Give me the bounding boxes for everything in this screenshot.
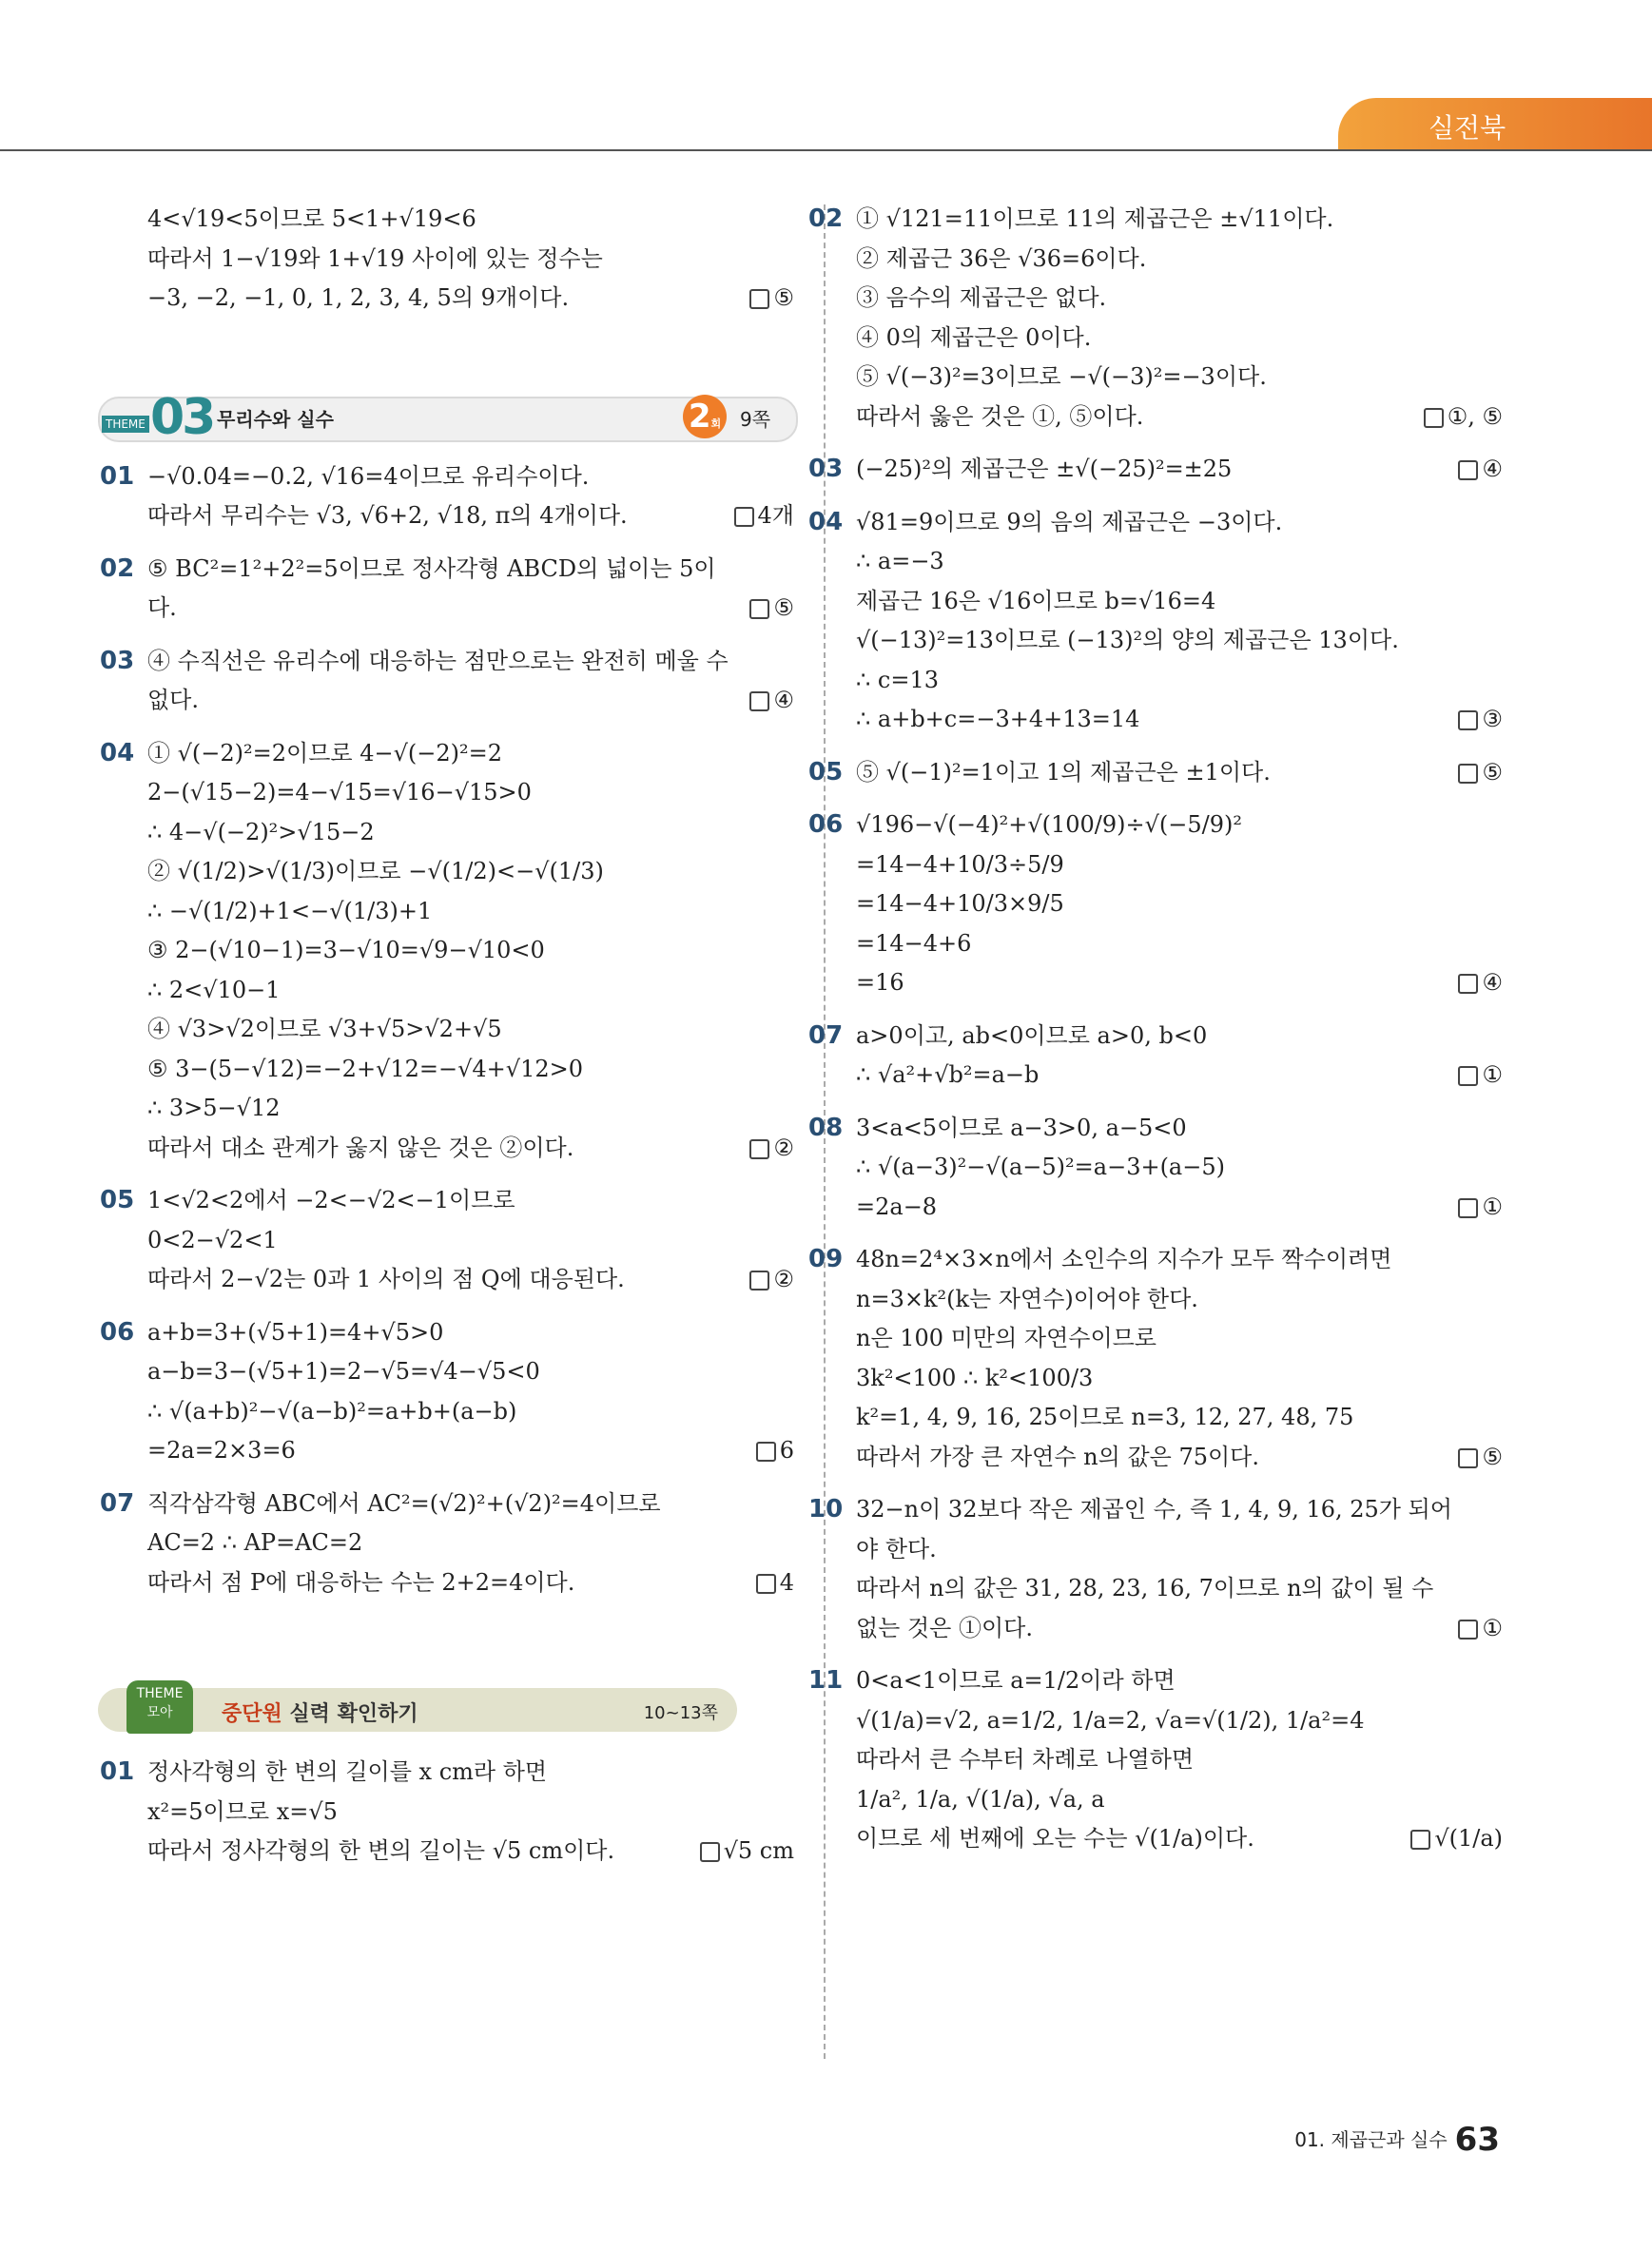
right-column [808, 200, 1503, 1873]
solution-line [856, 1280, 1503, 1320]
spacer [856, 1227, 1503, 1240]
answer-icon [749, 289, 769, 309]
solution-text: 48n=2⁴×3×n에서 소인수의 지수가 모두 짝수이려면 [856, 1246, 1392, 1272]
solution-line [856, 1530, 1503, 1570]
solution-line [100, 734, 794, 774]
answer-icon [756, 1574, 776, 1594]
solution-line [147, 892, 794, 932]
answer-text: ① [1482, 1614, 1503, 1641]
problem-07 [100, 1484, 794, 1603]
solution-text: −3, −2, −1, 0, 1, 2, 3, 4, 5의 9개이다. [147, 284, 570, 311]
solution-line [856, 1398, 1503, 1438]
solution-line [856, 358, 1503, 398]
solution-text: 따라서 큰 수부터 차례로 나열하면 [856, 1746, 1195, 1773]
answer-mark [1458, 1609, 1503, 1649]
spacer [856, 792, 1503, 805]
problem-11 [808, 1661, 1503, 1859]
solution-text: n=3×k²(k는 자연수)이어야 한다. [856, 1285, 1198, 1312]
problem-10 [808, 1490, 1503, 1648]
solution-text: =14−4+6 [856, 929, 972, 957]
problem-number: 04 [100, 738, 135, 767]
solution-line [147, 1523, 794, 1563]
answer-text: ② [773, 1266, 794, 1292]
answer-mark [734, 496, 794, 536]
left-column [100, 200, 794, 1885]
spacer [856, 1477, 1503, 1490]
problem-number: 06 [808, 810, 844, 839]
theme-title: 무리수와 실수 [217, 407, 334, 431]
solution-text: =16 [856, 969, 904, 996]
solution-text: ∴ c=13 [856, 666, 939, 693]
solution-text: ⑤ BC²=1²+2²=5이므로 정사각형 ABCD의 넓이는 5이 [147, 554, 716, 582]
spacer [147, 629, 794, 642]
solution-line [147, 813, 794, 853]
page-footer [1294, 2121, 1500, 2159]
solution-text: ⑤ √(−3)²=3이므로 −√(−3)²=−3이다. [856, 363, 1267, 390]
problem-08 [808, 1109, 1503, 1228]
solution-text: AC=2 ∴ AP=AC=2 [147, 1529, 363, 1556]
solution-text: 3<a<5이므로 a−3>0, a−5<0 [856, 1114, 1187, 1141]
answer-mark [1458, 753, 1503, 793]
problem-number: 02 [100, 553, 135, 583]
intro-solution [147, 200, 794, 332]
solution-line [147, 1221, 794, 1261]
spacer [856, 490, 1503, 503]
answer-mark [756, 1563, 794, 1603]
solution-text: 다. [147, 594, 177, 621]
solution-line [856, 398, 1503, 437]
solution-text: ⑤ √(−1)²=1이고 1의 제곱근은 ±1이다. [856, 758, 1271, 786]
solution-text: −√0.04=−0.2, √16=4이므로 유리수이다. [147, 462, 590, 490]
solution-line [808, 753, 1503, 793]
solution-text: x²=5이므로 x=√5 [147, 1797, 338, 1825]
problem-03 [808, 450, 1503, 490]
answer-text: √5 cm [723, 1837, 794, 1864]
spacer [856, 740, 1503, 753]
solution-line [856, 1740, 1503, 1780]
solution-text: 야 한다. [856, 1535, 937, 1562]
problem-01 [100, 1753, 794, 1872]
theme-header [98, 389, 794, 444]
answer-icon [1458, 974, 1478, 994]
solution-line [808, 1240, 1503, 1280]
problem-04 [808, 503, 1503, 740]
moa-tag: THEME 모아 [126, 1680, 193, 1734]
answer-text: 4 [779, 1568, 794, 1596]
solution-line [856, 1609, 1503, 1649]
solution-text: 따라서 무리수는 √3, √6+2, √18, π의 4개이다. [147, 502, 628, 529]
solution-line [147, 1050, 794, 1090]
solution-line [856, 1188, 1503, 1228]
solution-text: ∴ a=−3 [856, 548, 944, 574]
book-label-tab [1338, 98, 1652, 149]
solution-line [100, 457, 794, 497]
answer-icon [1410, 1830, 1430, 1850]
answer-text: ④ [773, 687, 794, 713]
solution-text: ④ √3>√2이므로 √3+√5>√2+√5 [147, 1016, 502, 1042]
answer-mark [1458, 1056, 1503, 1096]
solution-line [147, 1089, 794, 1129]
answer-mark [700, 1832, 794, 1872]
solution-line [147, 279, 794, 319]
problem-number: 04 [808, 507, 844, 536]
spacer [147, 1602, 794, 1616]
answer-icon [756, 1442, 776, 1462]
solution-text: ④ 0의 제곱근은 0이다. [856, 323, 1092, 351]
theme-tag: THEME [102, 416, 149, 433]
problem-number: 01 [100, 1757, 135, 1786]
solution-text: ∴ 3>5−√12 [147, 1095, 281, 1121]
problem-number: 02 [808, 204, 844, 233]
solution-text: √81=9이므로 9의 음의 제곱근은 −3이다. [856, 508, 1283, 535]
answer-mark [1458, 1188, 1503, 1228]
answer-text: ① [1482, 1193, 1503, 1220]
spacer [147, 1300, 794, 1313]
problem-03 [100, 642, 794, 721]
answer-icon [749, 1139, 769, 1159]
solution-line [147, 1793, 794, 1833]
round-badge: 2회 [683, 395, 727, 438]
answer-text: 4개 [757, 502, 794, 529]
answer-text: ⑤ [773, 284, 794, 311]
solution-text: ∴ √(a+b)²−√(a−b)²=a+b+(a−b) [147, 1397, 517, 1425]
solution-text: ∴ 2<√10−1 [147, 976, 281, 1003]
answer-mark [749, 681, 794, 721]
solution-text: ⑤ 3−(5−√12)=−2+√12=−√4+√12>0 [147, 1055, 583, 1082]
solution-text: ① √(−2)²=2이므로 4−√(−2)²=2 [147, 739, 502, 767]
solution-line [808, 1109, 1503, 1149]
problem-09 [808, 1240, 1503, 1477]
solution-text: =14−4+10/3÷5/9 [856, 850, 1064, 878]
solution-text: ∴ a+b+c=−3+4+13=14 [856, 706, 1140, 732]
solution-line [856, 845, 1503, 885]
solution-text: 1/a², 1/a, √(1/a), √a, a [856, 1785, 1105, 1813]
spacer [147, 721, 794, 734]
solution-text: 2−(√15−2)=4−√15=√16−√15>0 [147, 779, 532, 805]
solution-text: ∴ √a²+√b²=a−b [856, 1061, 1040, 1088]
solution-text: 1<√2<2에서 −2<−√2<−1이므로 [147, 1187, 515, 1213]
problem-number: 03 [100, 646, 135, 675]
solution-text: 이므로 세 번째에 오는 수는 √(1/a)이다. [856, 1825, 1254, 1852]
answer-text: ④ [1482, 969, 1503, 996]
solution-text: =2a=2×3=6 [147, 1437, 296, 1464]
answer-text: ⑤ [1482, 758, 1503, 786]
problem-number: 09 [808, 1245, 844, 1273]
solution-text: ④ 수직선은 유리수에 대응하는 점만으로는 완전히 메울 수 [147, 647, 729, 674]
answer-icon [1458, 460, 1478, 480]
solution-line [856, 884, 1503, 924]
answer-text: 6 [779, 1437, 794, 1464]
problem-04 [100, 734, 794, 1169]
answer-mark [749, 1260, 794, 1300]
solution-line [856, 621, 1503, 661]
problem-number: 05 [100, 1186, 135, 1214]
solution-line [100, 642, 794, 682]
solution-line [100, 1484, 794, 1524]
problem-07 [808, 1017, 1503, 1096]
answer-text: ⑤ [773, 594, 794, 621]
answer-mark [1458, 450, 1503, 490]
solution-line [856, 1319, 1503, 1359]
solution-text: 0<2−√2<1 [147, 1226, 278, 1253]
solution-line [147, 1563, 794, 1603]
solution-text: 따라서 옳은 것은 ①, ⑤이다. [856, 402, 1144, 430]
solution-text: ∴ √(a−3)²−√(a−5)²=a−3+(a−5) [856, 1154, 1225, 1180]
solution-line [808, 1490, 1503, 1530]
spacer [856, 437, 1503, 450]
solution-line [147, 240, 794, 280]
solution-line [856, 319, 1503, 359]
solution-line [856, 1701, 1503, 1741]
page-number: 63 [1454, 2121, 1500, 2159]
solution-text: n은 100 미만의 자연수이므로 [856, 1325, 1156, 1351]
solution-text: 4<√19<5이므로 5<1+√19<6 [147, 205, 476, 232]
solution-text: 따라서 가장 큰 자연수 n의 값은 75이다. [856, 1443, 1259, 1470]
answer-mark [1424, 398, 1503, 437]
solution-line [856, 1780, 1503, 1820]
answer-icon [700, 1842, 720, 1862]
right-problem-list [808, 200, 1503, 1873]
solution-text: 3k²<100 ∴ k²<100/3 [856, 1364, 1094, 1391]
answer-text: √(1/a) [1434, 1825, 1503, 1852]
solution-line [808, 450, 1503, 490]
moa-page: 10~13쪽 [643, 1703, 718, 1723]
header-rule [0, 149, 1652, 151]
solution-text: ② 제곱근 36은 √36=6이다. [856, 244, 1147, 272]
answer-text: ④ [1482, 456, 1503, 482]
answer-text: ② [773, 1134, 794, 1161]
answer-icon [1458, 1448, 1478, 1468]
solution-line [100, 1181, 794, 1221]
solution-line [856, 1438, 1503, 1478]
solution-line [808, 1017, 1503, 1057]
solution-line [147, 1010, 794, 1050]
solution-text: ② √(1/2)>√(1/3)이므로 −√(1/2)<−√(1/3) [147, 858, 604, 884]
spacer [147, 536, 794, 550]
chapter-title: 01. 제곱근과 실수 [1294, 2128, 1448, 2151]
spacer [856, 1859, 1503, 1873]
problem-06 [100, 1313, 794, 1471]
solution-text: 없다. [147, 687, 199, 713]
solution-line [856, 582, 1503, 622]
problem-number: 07 [808, 1020, 844, 1050]
solution-line [856, 1056, 1503, 1096]
solution-line [147, 589, 794, 629]
solution-line [856, 661, 1503, 701]
problem-number: 11 [808, 1666, 844, 1695]
solution-text: 0<a<1이므로 a=1/2이라 하면 [856, 1667, 1176, 1694]
problem-number: 10 [808, 1495, 844, 1523]
solution-line [147, 1129, 794, 1169]
answer-icon [749, 599, 769, 619]
solution-line [100, 1313, 794, 1353]
solution-line [856, 963, 1503, 1003]
answer-icon [1458, 1620, 1478, 1640]
spacer [147, 1471, 794, 1484]
theme-number: 03 [150, 388, 214, 446]
solution-line [147, 681, 794, 721]
solution-line [147, 1832, 794, 1872]
spacer [856, 1648, 1503, 1661]
solution-text: 따라서 n의 값은 31, 28, 23, 16, 7이므로 n의 값이 될 수 [856, 1575, 1434, 1601]
solution-text: ∴ −√(1/2)+1<−√(1/3)+1 [147, 897, 433, 924]
answer-text: ① [1482, 1061, 1503, 1088]
solution-text: 따라서 1−√19와 1+√19 사이에 있는 정수는 [147, 244, 603, 272]
answer-text: ⑤ [1482, 1443, 1503, 1470]
solution-line [100, 1753, 794, 1793]
problem-06 [808, 805, 1503, 1003]
left-problem-list [100, 457, 794, 1617]
solution-line [147, 1260, 794, 1300]
answer-icon [1458, 710, 1478, 730]
solution-text: =2a−8 [856, 1193, 938, 1220]
problem-05 [808, 753, 1503, 793]
problem-05 [100, 1181, 794, 1300]
solution-text: (−25)²의 제곱근은 ±√(−25)²=±25 [856, 456, 1233, 482]
solution-line [147, 1352, 794, 1392]
solution-line [808, 805, 1503, 845]
solution-text: a+b=3+(√5+1)=4+√5>0 [147, 1318, 444, 1346]
solution-line [856, 542, 1503, 582]
solution-text: √(1/a)=√2, a=1/2, 1/a=2, √a=√(1/2), 1/a²=4 [856, 1706, 1365, 1734]
solution-text: ③ 2−(√10−1)=3−√10=√9−√10<0 [147, 937, 545, 963]
moa-header [98, 1682, 737, 1736]
answer-mark [1458, 963, 1503, 1003]
solution-line [147, 852, 794, 892]
solution-line [808, 503, 1503, 543]
solution-text: √(−13)²=13이므로 (−13)²의 양의 제곱근은 13이다. [856, 627, 1399, 653]
answer-text: ①, ⑤ [1447, 402, 1503, 430]
solution-text: ① √121=11이므로 11의 제곱근은 ±√11이다. [856, 205, 1334, 232]
answer-mark [749, 279, 794, 319]
problem-number: 08 [808, 1113, 844, 1142]
answer-text: ③ [1482, 706, 1503, 732]
solution-line [147, 1392, 794, 1432]
solution-text: ∴ 4−√(−2)²>√15−2 [147, 818, 375, 845]
answer-icon [734, 507, 754, 527]
solution-line [147, 931, 794, 971]
spacer [147, 1872, 794, 1885]
answer-icon [1458, 764, 1478, 784]
answer-icon [1424, 408, 1444, 428]
solution-text: a>0이고, ab<0이므로 a>0, b<0 [856, 1021, 1208, 1049]
solution-text: 없는 것은 ①이다. [856, 1614, 1033, 1641]
answer-icon [749, 1271, 769, 1290]
solution-text: √196−√(−4)²+√(100/9)÷√(−5/9)² [856, 811, 1243, 838]
problem-02 [808, 200, 1503, 437]
solution-line [147, 496, 794, 536]
spacer [856, 1096, 1503, 1109]
solution-line [808, 1661, 1503, 1701]
answer-mark [749, 1129, 794, 1169]
solution-text: 32−n이 32보다 작은 제곱인 수, 즉 1, 4, 9, 16, 25가 되어 [856, 1496, 1452, 1523]
solution-line [808, 200, 1503, 240]
answer-mark [749, 589, 794, 629]
solution-line [856, 1569, 1503, 1609]
answer-mark [1458, 1438, 1503, 1478]
solution-line [147, 971, 794, 1011]
spacer [147, 319, 794, 332]
solution-line [856, 1148, 1503, 1188]
solution-line [147, 773, 794, 813]
solution-line [856, 240, 1503, 280]
solution-line [856, 924, 1503, 964]
solution-text: k²=1, 4, 9, 16, 25이므로 n=3, 12, 27, 48, 75 [856, 1404, 1354, 1430]
solution-text: 따라서 대소 관계가 옳지 않은 것은 ②이다. [147, 1134, 574, 1161]
solution-text: 직각삼각형 ABC에서 AC²=(√2)²+(√2)²=4이므로 [147, 1489, 661, 1517]
solution-text: 따라서 정사각형의 한 변의 길이는 √5 cm이다. [147, 1837, 615, 1864]
solution-text: 따라서 점 P에 대응하는 수는 2+2=4이다. [147, 1568, 575, 1596]
problem-02 [100, 550, 794, 629]
problem-number: 03 [808, 455, 844, 483]
problem-number: 06 [100, 1317, 135, 1347]
moa-title: 중단원 실력 확인하기 [222, 1702, 418, 1726]
book-label: 실전북 [1428, 112, 1506, 144]
solution-text: 제곱근 16은 √16이므로 b=√16=4 [856, 587, 1216, 614]
answer-icon [749, 691, 769, 711]
answer-icon [1458, 1066, 1478, 1086]
problem-number: 01 [100, 461, 135, 491]
solution-line [856, 700, 1503, 740]
answer-mark [1458, 700, 1503, 740]
answer-icon [1458, 1198, 1478, 1218]
moa-problem [100, 1753, 794, 1885]
problem-undefined [147, 200, 794, 319]
problem-01 [100, 457, 794, 536]
solution-text: ③ 음수의 제곱근은 없다. [856, 284, 1107, 311]
solution-line [856, 279, 1503, 319]
solution-text: =14−4+10/3×9/5 [856, 890, 1064, 917]
solution-line [147, 1431, 794, 1471]
spacer [856, 1003, 1503, 1017]
spacer [147, 1168, 794, 1181]
solution-text: 정사각형의 한 변의 길이를 x cm라 하면 [147, 1758, 548, 1785]
solution-line [856, 1819, 1503, 1859]
problem-number: 05 [808, 757, 844, 786]
solution-line [147, 200, 794, 240]
answer-mark [1410, 1819, 1503, 1859]
solution-line [100, 550, 794, 590]
solution-line [856, 1359, 1503, 1399]
problem-number: 07 [100, 1488, 135, 1518]
solution-text: a−b=3−(√5+1)=2−√5=√4−√5<0 [147, 1358, 540, 1385]
solution-text: 따라서 2−√2는 0과 1 사이의 점 Q에 대응된다. [147, 1266, 625, 1292]
theme-page: 9쪽 [740, 407, 771, 431]
answer-mark [756, 1431, 794, 1471]
